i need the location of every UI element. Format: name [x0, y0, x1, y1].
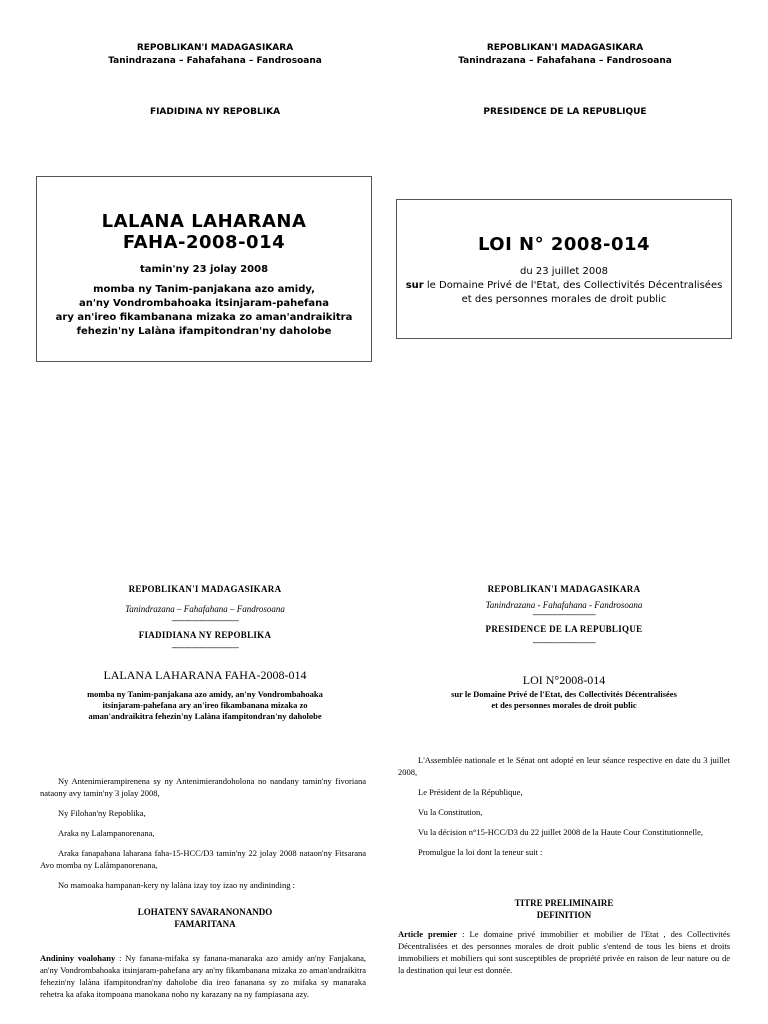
- paragraph: Araka ny Lalampanorenana,: [58, 828, 155, 838]
- subject-line: an'ny Vondrombahoaka itsinjaram-pahefana: [78, 298, 330, 309]
- law-subject: [40, 689, 370, 722]
- motto: Tanindrazana – Fahafahana – Fandrosoana: [458, 56, 672, 66]
- subject-line: momba ny Tanim-panjakana azo amidy, an'ny Vondrombahoaka: [87, 689, 323, 699]
- subject-line: itsinjaram-pahefana ary an'ireo fikambanana mizaka zo: [102, 700, 308, 710]
- republic-name: REPOBLIKAN'I MADAGASIKARA: [136, 43, 294, 53]
- chapter-subtitle: DEFINITION: [536, 910, 592, 920]
- paragraph: Ny Filohan'ny Repoblika,: [58, 808, 146, 818]
- republic-name: REPOBLIKAN'I MADAGASIKARA: [487, 584, 641, 594]
- office-name: FIADIDIANA NY REPOBLIKA: [138, 630, 272, 640]
- loi-subject: [397, 279, 731, 307]
- article-label: Andininy voalohany: [40, 953, 116, 963]
- paragraph: Araka fanapahana laharana faha-15-HCC/D3 tamin'ny 22 jolay 2008 nataon'ny Fitsarana Avo momba ny Lalàmpanorenana,: [40, 848, 366, 870]
- subject-line: et des personnes morales de droit public: [491, 700, 637, 710]
- loi-title: LOI N° 2008-014: [477, 234, 651, 255]
- paragraph: Promulgue la loi dont la teneur suit :: [418, 847, 543, 857]
- paragraph: Le Président de la République,: [418, 787, 523, 797]
- preamble-left: [40, 775, 366, 891]
- article-text: : Le domaine privé immobilier et mobilier de l'Etat , des Collectivités Décentralisées et des personnes morales de droit public s'entend de tous les biens et droits immobiliers et mobiliers qui sont susceptibles de propriété privée en raison de leur nature ou de la destination qui leur est donnée.: [398, 929, 730, 975]
- chapter-subtitle: FAMARITANA: [174, 919, 236, 929]
- paragraph: Vu la décision n°15-HCC/D3 du 22 juillet 2008 de la Haute Cour Constitutionnelle,: [418, 827, 704, 837]
- republic-name: REPOBLIKAN'I MADAGASIKARA: [486, 43, 644, 53]
- article-label: Article premier: [398, 929, 458, 939]
- law-title: LALANA LAHARANA FAHA-2008-014: [103, 668, 307, 682]
- chapter-title: TITRE PRELIMINAIRE: [514, 898, 614, 908]
- top-left-header: [60, 42, 370, 68]
- subject-line: momba ny Tanim-panjakana azo amidy,: [93, 284, 315, 295]
- loi-subject: [396, 689, 732, 711]
- law-title-line2: FAHA-2008-014: [122, 232, 286, 253]
- bottom-right-header: [396, 584, 732, 711]
- chapter-title: LOHATENY SAVARANONANDO: [137, 907, 273, 917]
- top-right-header: [410, 42, 720, 68]
- divider: -----------------------------: [532, 638, 596, 647]
- loi-title: LOI N°2008-014: [522, 673, 606, 687]
- divider: -------------------------------: [171, 616, 239, 625]
- law-date: tamin'ny 23 jolay 2008: [139, 264, 269, 275]
- article-text: : Ny fanana-mifaka sy fanana-manaraka azo amidy an'ny Fanjakana, an'ny Vondrombahoaka itsinjaram-pahefana ary an'ny fikambanana mizaka zo aman'andraikitra fehezin'ny lalàna ifampitondran'ny daholobe dia ireo fananana sy zo mifaka sy manaraka rehetra ka afaka itompoana manokana noho ny karazany na ny fampiasana azy.: [40, 953, 366, 999]
- subject-line: et des personnes morales de droit public: [461, 294, 667, 305]
- paragraph: No mamoaka hampanan-kery ny lalàna izay toy izao ny andininding :: [58, 880, 295, 890]
- chapter-heading-right: [396, 897, 732, 921]
- chapter-heading-left: [40, 906, 370, 930]
- subject-sur: sur: [405, 280, 424, 291]
- subject-line: sur le Domaine Privé de l'Etat, des Collectivités Décentralisées: [451, 689, 677, 699]
- subject-line: fehezin'ny Lalàna ifampitondran'ny daholobe: [76, 326, 332, 337]
- preamble-right: [398, 754, 730, 858]
- subject-line: ary an'ireo fikambanana mizaka zo aman'andraikitra: [55, 312, 353, 323]
- article-right: [398, 928, 730, 976]
- office-name: PRESIDENCE DE LA REPUBLIQUE: [485, 624, 643, 634]
- title-box-right: [396, 199, 732, 339]
- paragraph: Vu la Constitution,: [418, 807, 483, 817]
- divider: -----------------------------: [532, 610, 596, 619]
- divider: -------------------------------: [171, 643, 239, 652]
- motto: Tanindrazana - Fahafahana - Fandrosoana: [485, 600, 643, 610]
- paragraph: Ny Antenimierampirenena sy ny Antenimierandoholona no nandany tamin'ny fivoriana nataony avy tamin'ny 3 jolay 2008,: [40, 776, 366, 798]
- subject-line: le Domaine Privé de l'Etat, des Collectivités Décentralisées: [423, 280, 723, 291]
- loi-date: du 23 juillet 2008: [520, 266, 608, 277]
- law-subject: [37, 283, 371, 339]
- article-left: [40, 952, 366, 1000]
- motto: Tanindrazana – Fahafahana – Fandrosoana: [125, 604, 285, 614]
- paragraph: L'Assemblée nationale et le Sénat ont adopté en leur séance respective en date du 3 juillet 2008,: [398, 755, 730, 777]
- office-name: FIADIDINA NY REPOBLIKA: [149, 107, 281, 117]
- office-name: PRESIDENCE DE LA REPUBLIQUE: [483, 107, 647, 117]
- motto: Tanindrazana – Fahafahana – Fandrosoana: [108, 56, 322, 66]
- subject-line: aman'andraikitra fehezin'ny Lalàna ifampitondran'ny daholobe: [88, 711, 322, 721]
- republic-name: REPOBLIKAN'I MADAGASIKARA: [128, 584, 282, 594]
- law-title-line1: LALANA LAHARANA: [101, 211, 307, 232]
- bottom-left-header: [40, 584, 370, 722]
- title-box-left: [36, 176, 372, 362]
